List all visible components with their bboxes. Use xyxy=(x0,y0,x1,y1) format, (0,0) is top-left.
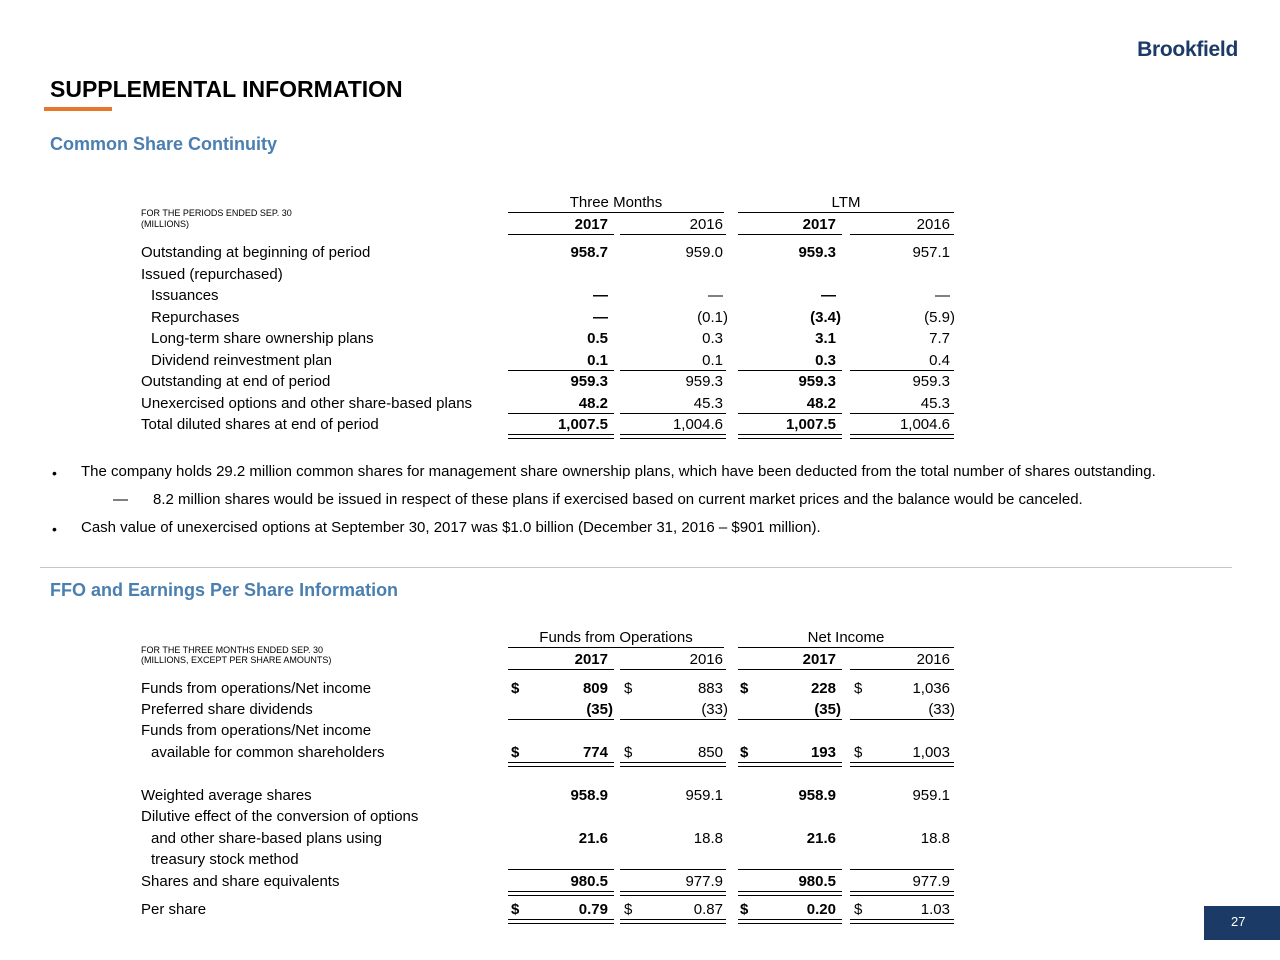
subtotal-rule xyxy=(738,869,842,870)
cell: 959.1 xyxy=(912,787,950,804)
total-double-rule xyxy=(850,919,954,920)
group-header-ffo: Funds from Operations xyxy=(539,629,693,646)
cell: 959.0 xyxy=(685,244,723,261)
cell: 1,036 xyxy=(912,680,950,697)
cell: (0.1) xyxy=(697,309,728,326)
row-label: and other share-based plans using xyxy=(151,830,382,847)
table-caption: FOR THE THREE MONTHS ENDED SEP. 30 xyxy=(141,645,324,655)
cell: 958.7 xyxy=(570,244,608,261)
subtotal-rule xyxy=(620,413,726,414)
row-label: available for common shareholders xyxy=(151,744,385,761)
total-double-rule xyxy=(850,762,954,763)
cell: 0.79 xyxy=(578,901,608,918)
total-double-rule xyxy=(508,923,614,924)
cell: 18.8 xyxy=(693,830,723,847)
cell: 1,007.5 xyxy=(557,416,608,433)
total-double-rule xyxy=(620,919,726,920)
bullet-marker: • xyxy=(52,465,57,481)
cell: 1,007.5 xyxy=(785,416,836,433)
cell: (35) xyxy=(586,701,613,718)
cell: 959.3 xyxy=(570,373,608,390)
total-double-rule xyxy=(850,434,954,435)
col-header: 2016 xyxy=(916,651,950,668)
total-double-rule xyxy=(738,919,842,920)
subtotal-rule xyxy=(738,413,842,414)
subtotal-rule xyxy=(850,413,954,414)
cell: (33) xyxy=(701,701,728,718)
total-double-rule xyxy=(738,434,842,435)
subtotal-rule xyxy=(620,370,726,371)
cell: 1.03 xyxy=(920,901,950,918)
row-label: Dividend reinvestment plan xyxy=(151,352,332,369)
header-rule xyxy=(850,234,954,235)
row-label: Outstanding at beginning of period xyxy=(141,244,371,261)
title-accent-bar xyxy=(44,107,112,111)
header-rule xyxy=(738,234,842,235)
total-double-rule xyxy=(508,766,614,767)
bullet-marker: • xyxy=(52,521,57,537)
currency-symbol: $ xyxy=(854,901,863,918)
subtotal-rule xyxy=(508,413,614,414)
row-label: Issuances xyxy=(151,287,219,304)
brookfield-logo: Brookfield xyxy=(1137,38,1238,61)
cell: 980.5 xyxy=(570,873,608,890)
row-label: Issued (repurchased) xyxy=(141,266,283,283)
cell: 959.1 xyxy=(685,787,723,804)
header-rule xyxy=(508,669,614,670)
total-double-rule xyxy=(620,891,726,892)
group-rule xyxy=(738,212,954,213)
cell: 977.9 xyxy=(685,873,723,890)
total-double-rule xyxy=(738,766,842,767)
subtotal-rule xyxy=(508,719,614,720)
cell: 45.3 xyxy=(920,395,950,412)
cell: 977.9 xyxy=(912,873,950,890)
currency-symbol: $ xyxy=(511,901,520,918)
cell: 21.6 xyxy=(578,830,608,847)
section-title-ffo-eps: FFO and Earnings Per Share Information xyxy=(50,580,399,600)
group-header-net-income: Net Income xyxy=(807,629,885,646)
total-double-rule xyxy=(620,762,726,763)
cell: 774 xyxy=(582,744,608,761)
cell: 980.5 xyxy=(798,873,836,890)
cell: 7.7 xyxy=(929,330,950,347)
currency-symbol: $ xyxy=(740,901,749,918)
subtotal-rule xyxy=(620,869,726,870)
col-header: 2016 xyxy=(689,216,723,233)
cell: (33) xyxy=(928,701,955,718)
col-header: 2017 xyxy=(802,651,836,668)
currency-symbol: $ xyxy=(511,744,520,761)
subtotal-rule xyxy=(738,370,842,371)
header-rule xyxy=(508,234,614,235)
section-title-share-continuity: Common Share Continuity xyxy=(50,134,278,154)
cell: 0.1 xyxy=(587,352,608,369)
total-double-rule xyxy=(508,438,614,439)
cell: — xyxy=(821,287,836,304)
cell: (5.9) xyxy=(924,309,955,326)
group-rule xyxy=(508,647,724,648)
col-header: 2017 xyxy=(574,651,608,668)
cell: 1,003 xyxy=(912,744,950,761)
subtotal-rule xyxy=(738,719,842,720)
cell: 959.3 xyxy=(798,244,836,261)
row-label: Per share xyxy=(141,901,207,918)
page-number: 27 xyxy=(1231,914,1246,929)
note-text: The company holds 29.2 million common shares for management share ownership plans, which have been deducted from the total number of shares outstanding. xyxy=(81,463,1156,480)
cell: 3.1 xyxy=(815,330,836,347)
cell: 958.9 xyxy=(798,787,836,804)
subtotal-rule xyxy=(850,869,954,870)
row-label: Funds from operations/Net income xyxy=(141,680,372,697)
currency-symbol: $ xyxy=(511,680,520,697)
total-double-rule xyxy=(620,434,726,435)
total-double-rule xyxy=(620,923,726,924)
cell: 809 xyxy=(582,680,608,697)
cell: 957.1 xyxy=(912,244,950,261)
cell: — xyxy=(593,309,608,326)
total-double-rule xyxy=(850,923,954,924)
cell: 228 xyxy=(810,680,836,697)
row-label: treasury stock method xyxy=(151,851,299,868)
header-rule xyxy=(620,234,726,235)
subtotal-rule xyxy=(620,719,726,720)
group-header-ltm: LTM xyxy=(831,194,861,211)
section-divider xyxy=(40,567,1232,568)
total-double-rule xyxy=(850,895,954,896)
cell: (3.4) xyxy=(810,309,841,326)
cell: 193 xyxy=(810,744,836,761)
table-caption: FOR THE PERIODS ENDED SEP. 30 xyxy=(141,208,292,218)
page-number-badge xyxy=(1204,906,1280,940)
cell: 0.3 xyxy=(815,352,836,369)
cell: 958.9 xyxy=(570,787,608,804)
cell: 959.3 xyxy=(685,373,723,390)
total-double-rule xyxy=(508,434,614,435)
page-title: SUPPLEMENTAL INFORMATION xyxy=(50,76,403,102)
cell: 0.1 xyxy=(702,352,723,369)
header-rule xyxy=(850,669,954,670)
row-label: Preferred share dividends xyxy=(141,701,313,718)
row-label: Long-term share ownership plans xyxy=(151,330,374,347)
total-double-rule xyxy=(738,923,842,924)
cell: 0.3 xyxy=(702,330,723,347)
col-header: 2017 xyxy=(802,216,836,233)
cell: 18.8 xyxy=(920,830,950,847)
table-caption-units: (MILLIONS, EXCEPT PER SHARE AMOUNTS) xyxy=(141,655,332,665)
row-label: Total diluted shares at end of period xyxy=(141,416,379,433)
row-label: Funds from operations/Net income xyxy=(141,722,372,739)
total-double-rule xyxy=(620,766,726,767)
cell: 45.3 xyxy=(693,395,723,412)
total-double-rule xyxy=(508,891,614,892)
header-rule xyxy=(738,669,842,670)
cell: — xyxy=(593,287,608,304)
total-double-rule xyxy=(738,762,842,763)
row-label: Outstanding at end of period xyxy=(141,373,331,390)
total-double-rule xyxy=(508,919,614,920)
total-double-rule xyxy=(508,895,614,896)
cell: 959.3 xyxy=(912,373,950,390)
sub-bullet-marker: — xyxy=(113,491,128,508)
subtotal-rule xyxy=(850,370,954,371)
cell: 959.3 xyxy=(798,373,836,390)
cell: 883 xyxy=(697,680,723,697)
currency-symbol: $ xyxy=(740,680,749,697)
header-rule xyxy=(620,669,726,670)
subtotal-rule xyxy=(508,370,614,371)
note-subtext: 8.2 million shares would be issued in respect of these plans if exercised based on current market prices and the balance would be canceled. xyxy=(153,491,1083,508)
cell: (35) xyxy=(814,701,841,718)
cell: 0.87 xyxy=(693,901,723,918)
row-label: Unexercised options and other share-based plans xyxy=(141,395,473,412)
group-rule xyxy=(508,212,724,213)
row-label: Weighted average shares xyxy=(141,787,312,804)
currency-symbol: $ xyxy=(854,744,863,761)
cell: 48.2 xyxy=(578,395,608,412)
currency-symbol: $ xyxy=(624,744,633,761)
total-double-rule xyxy=(850,438,954,439)
cell: 850 xyxy=(697,744,723,761)
currency-symbol: $ xyxy=(624,901,633,918)
total-double-rule xyxy=(620,895,726,896)
cell: — xyxy=(708,287,723,304)
note-text: Cash value of unexercised options at September 30, 2017 was $1.0 billion (December 31, 2016 – $901 million). xyxy=(81,519,821,536)
total-double-rule xyxy=(738,438,842,439)
col-header: 2016 xyxy=(689,651,723,668)
total-double-rule xyxy=(850,766,954,767)
col-header: 2017 xyxy=(574,216,608,233)
cell: 0.5 xyxy=(587,330,608,347)
row-label: Dilutive effect of the conversion of options xyxy=(141,808,419,825)
row-label: Shares and share equivalents xyxy=(141,873,340,890)
currency-symbol: $ xyxy=(854,680,863,697)
total-double-rule xyxy=(738,895,842,896)
total-double-rule xyxy=(738,891,842,892)
col-header: 2016 xyxy=(916,216,950,233)
subtotal-rule xyxy=(508,869,614,870)
row-label: Repurchases xyxy=(151,309,240,326)
total-double-rule xyxy=(508,762,614,763)
cell: 1,004.6 xyxy=(672,416,723,433)
cell: 1,004.6 xyxy=(899,416,950,433)
total-double-rule xyxy=(620,438,726,439)
subtotal-rule xyxy=(850,719,954,720)
cell: 0.4 xyxy=(929,352,950,369)
group-header-three-months: Three Months xyxy=(569,194,663,211)
cell: 48.2 xyxy=(806,395,836,412)
currency-symbol: $ xyxy=(624,680,633,697)
table-caption-units: (MILLIONS) xyxy=(141,219,190,229)
group-rule xyxy=(738,647,954,648)
currency-symbol: $ xyxy=(740,744,749,761)
cell: 21.6 xyxy=(806,830,836,847)
cell: 0.20 xyxy=(806,901,836,918)
total-double-rule xyxy=(850,891,954,892)
cell: — xyxy=(935,287,950,304)
